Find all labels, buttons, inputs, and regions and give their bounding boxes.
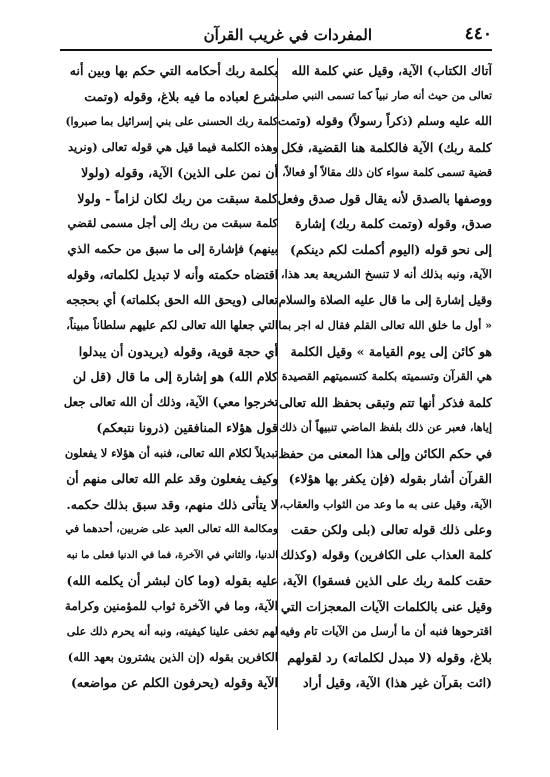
text-line: القرآن أشار بقوله (فإن يكفر بها هؤلاء) [288, 471, 492, 486]
text-line: (ائت بقرآن غير هذا) الآية، وقيل أراد [303, 675, 492, 690]
text-line: بينهم) فإشارة إلى ما سبق من حكمه الذي [67, 241, 278, 256]
text-line: وهذه الكلمة فيما قيل هي قوله تعالى (ونريد [67, 139, 278, 154]
text-line: إلى نحو قوله (اليوم أكملت لكم دينكم) [290, 241, 492, 257]
text-line: أن نمن على الذين) الآية، وقوله (ولولا [81, 165, 278, 180]
text-line: اقتضاه حكمته وأنه لا تبديل لكلماته، وقوله [66, 267, 278, 282]
text-line: التي جعلها الله تعالى لكم عليهم سلطاناً مبيناً، [66, 318, 278, 332]
text-line: تبديلاً لكلام الله تعالى، فنبه أن هؤلاء لا يفعلون [64, 445, 278, 460]
text-line: ووصفها بالصدق لأنه يقال قول صدق وفعل [278, 190, 492, 206]
left-text-column [64, 58, 278, 696]
text-line: قول هؤلاء المنافقين (ذرونا نتبعكم) [96, 420, 278, 435]
text-line: تخرجوا معي) الآية، وذلك أن الله تعالى جعل [64, 394, 278, 409]
text-line: اقترحوها فنبه أن ما أرسل من الآيات تام وفيه [279, 624, 492, 638]
text-line: قضية تسمى كلمة سواء كان ذلك مقالاً أو فعالاً، [282, 166, 492, 179]
text-line: كلمة سبقت من ربك لكان لزاماً - ولولا [77, 190, 278, 206]
text-line: تعالى (ويحق الله الحق بكلماته) أي بحججه [66, 292, 278, 307]
text-line: ومكالمة الله تعالى العبد على ضربين، أحدهما في [65, 523, 278, 535]
text-line: كلمة فذكر أنها تتم وتبقى بحفظ الله تعالى [278, 394, 492, 410]
text-line: الآية، وقيل عنى به ما وعد من الثواب والعقاب، [279, 497, 492, 511]
text-line: كلام الله) هو إشارة إلى ما قال (قل لن [72, 369, 278, 384]
header-rule [60, 49, 492, 51]
page-header [62, 24, 492, 48]
text-line: عليه بقوله (وما كان لبشر أن يكلمه الله) [66, 573, 278, 588]
text-line: كلمة ربك) الآية فالكلمة هنا القضية، فكل [281, 139, 492, 155]
text-line: بلاغ، وقوله (لا مبدل لكلماته) رد لقولهم [287, 649, 492, 665]
text-line: وقيل عنى بالكلمات الآيات المعجزات التي [280, 598, 492, 614]
running-title: المفردات في غريب القرآن [203, 26, 372, 44]
text-line: الدنيا، والثاني في الآخرة، فما في الدنيا فعلى ما نبه [66, 549, 278, 561]
text-line: الآية، وما في الآخرة ثواب للمؤمنين وكرامة [64, 598, 278, 613]
text-line: الكافرين بقوله (إن الذين يشترون بعهد الله) [67, 649, 278, 664]
text-line: كلمة ربك الحسنى على بني إسرائيل بما صبروا) [65, 115, 278, 128]
right-text-column [278, 58, 492, 696]
text-line: هو كائن إلى يوم القيامة » وقيل الكلمة [290, 343, 492, 359]
text-line: وعلى ذلك قوله تعالى (بلى ولكن حقت [290, 522, 492, 537]
text-line: لا يتأتى ذلك منهم، وقد سبق بذلك حكمه. [66, 496, 278, 512]
text-line: في حكم الكائن وإلى هذا المعنى من حفظ [278, 445, 492, 461]
text-line: بكلمة ربك أحكامه التي حكم بها وبين أنه [69, 63, 278, 78]
text-line: كلمة العذاب على الكافرين) وقوله (وكذلك [280, 547, 492, 562]
text-line: إياها، فعبر عن ذلك بلفظ الماضي تنبيهاً أن ذلك [279, 421, 492, 434]
text-line: آتاك الكتاب) الآية، وقيل عني كلمة الله [291, 63, 492, 78]
text-line: كلمة سبقت من ربك إلى أجل مسمى لقضي [67, 216, 278, 230]
text-line: صدق، وقوله (وتمت كلمة ربك) إشارة [295, 216, 492, 231]
text-line: وقيل إشارة إلى ما قال عليه الصلاة والسلام [278, 292, 492, 307]
text-line: هي القرآن وتسميته بكلمة كتسميتهم القصيدة [281, 369, 492, 383]
text-line: أي حجة قوية، وقوله (يريدون أن يبدلوا [78, 343, 278, 359]
page-number: ٤٤٠ [464, 24, 492, 44]
text-line: وكيف يفعلون وقد علم الله تعالى منهم أن [66, 471, 278, 486]
text-line: الله عليه وسلم (ذكراً رسولاً) وقوله (وتمت [278, 114, 492, 128]
text-line: « أول ما خلق الله تعالى القلم فقال له اجر بما [278, 319, 492, 332]
text-line: تعالى من حيث أنه صار نبياً كما تسمى النبي صلى [278, 89, 492, 102]
text-line: شرع لعباده ما فيه بلاغ، وقوله (وتمت [84, 88, 278, 104]
text-line: الآية وقوله (يحرفون الكلم عن مواضعه) [71, 675, 278, 690]
text-line: حقت كلمة ربك على الذين فسقوا) الآية، [282, 573, 492, 588]
text-line: لهم تخفى علينا كيفيته، ونبه أنه يحرم ذلك على [66, 625, 278, 638]
text-line: الآية، ونبه بذلك أنه لا تنسخ الشريعة بعد هذا، [280, 267, 492, 281]
